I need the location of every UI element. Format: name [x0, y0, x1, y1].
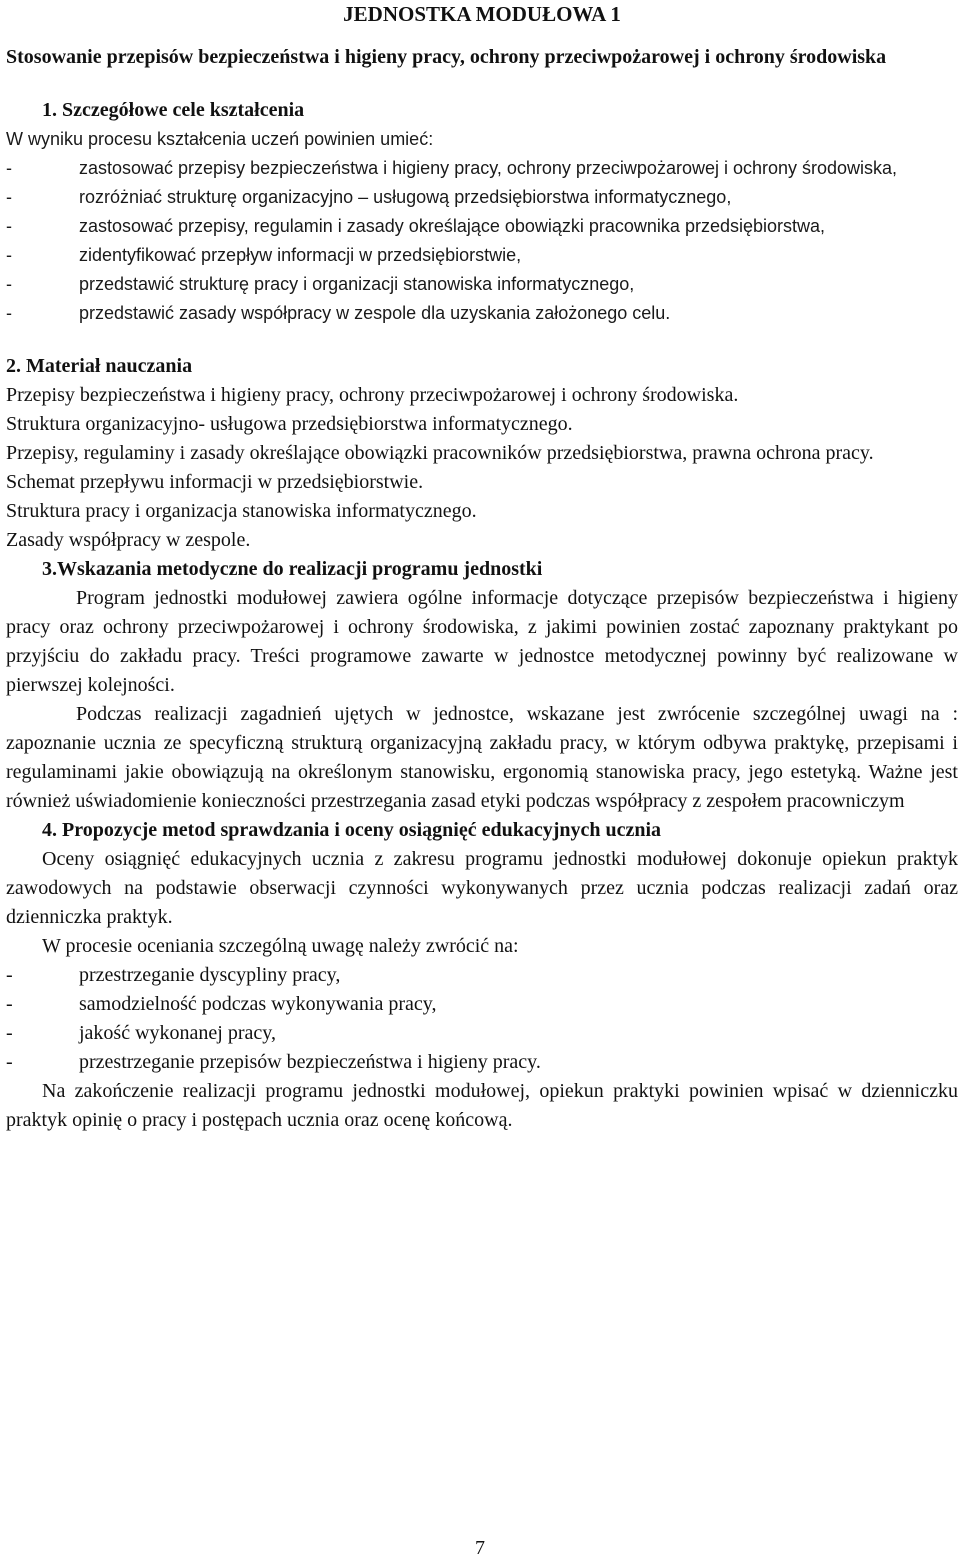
bullet-dash: - — [6, 1022, 13, 1044]
objectives-intro: W wyniku procesu kształcenia uczeń powinien umieć: — [6, 129, 434, 149]
assessment-paragraph: W procesie oceniania szczególną uwagę należy zwrócić na: — [42, 935, 519, 957]
module-subtitle: Stosowanie przepisów bezpieczeństwa i higieny pracy, ochrony przeciwpożarowej i ochrony środowiska — [6, 46, 887, 68]
section-4-heading: 4. Propozycje metod sprawdzania i oceny osiągnięć edukacyjnych ucznia — [42, 819, 662, 841]
objective-item — [6, 241, 958, 270]
bullet-dash: - — [6, 303, 12, 323]
document-page — [6, 0, 958, 1135]
objective-text: rozróżniać strukturę organizacyjno – usługową przedsiębiorstwa informatycznego, — [79, 187, 732, 207]
section-material — [6, 352, 958, 555]
bullet-dash: - — [6, 993, 13, 1015]
methodology-paragraph: Podczas realizacji zagadnień ujętych w jednostce, wskazane jest zwrócenie szczególnej uwagi na : zapoznanie ucznia ze specyficzną strukturą organizacyjną zakładu pracy, w którym odbywa praktykę, przepisami i regulaminami jakie obowiązują na określonym stanowisku, ergonomią stanowiska pracy, jego estetyką. Ważne jest również uświadomienie konieczności przestrzegania zasad etyki podczas współpracy z zespołem pracowniczym — [6, 703, 958, 812]
bullet-dash: - — [6, 1051, 13, 1073]
material-line: Przepisy bezpieczeństwa i higieny pracy, ochrony przeciwpożarowej i ochrony środowiska. — [6, 384, 739, 406]
assessment-paragraph: Oceny osiągnięć edukacyjnych ucznia z zakresu programu jednostki modułowej dokonuje opiekun praktyk zawodowych na podstawie obserwacji czynności wykonywanych przez ucznia podczas realizacji zadań oraz dzienniczka praktyk. — [6, 848, 958, 928]
assessment-item — [6, 1019, 958, 1048]
section-1-heading: 1. Szczegółowe cele kształcenia — [42, 99, 305, 121]
material-line: Struktura pracy i organizacja stanowiska informatycznego. — [6, 500, 477, 522]
page-number: 7 — [475, 1537, 485, 1559]
objective-item — [6, 183, 958, 212]
objective-item — [6, 270, 958, 299]
bullet-dash: - — [6, 216, 12, 236]
assessment-paragraph: Na zakończenie realizacji programu jednostki modułowej, opiekun praktyki powinien wpisać w dzienniczku praktyk opinię o pracy i postępach ucznia oraz ocenę końcową. — [6, 1080, 958, 1131]
bullet-dash: - — [6, 964, 13, 986]
objective-text: przedstawić zasady współpracy w zespole dla uzyskania założonego celu. — [79, 303, 671, 323]
page-title: JEDNOSTKA MODUŁOWA 1 — [343, 2, 621, 26]
material-line: Schemat przepływu informacji w przedsiębiorstwie. — [6, 471, 424, 493]
objective-item — [6, 154, 958, 183]
section-assessment — [6, 816, 958, 1135]
bullet-dash: - — [6, 187, 12, 207]
assessment-item — [6, 990, 958, 1019]
objective-text: zastosować przepisy bezpieczeństwa i higieny pracy, ochrony przeciwpożarowej i ochrony środowiska, — [79, 158, 898, 178]
objective-text: przedstawić strukturę pracy i organizacji stanowiska informatycznego, — [79, 274, 635, 294]
assessment-item — [6, 961, 958, 990]
objectives-block — [6, 125, 958, 328]
assessment-item-text: samodzielność podczas wykonywania pracy, — [79, 993, 437, 1015]
material-line: Struktura organizacyjno- usługowa przedsiębiorstwa informatycznego. — [6, 413, 573, 435]
assessment-item-text: przestrzeganie dyscypliny pracy, — [79, 964, 341, 986]
methodology-paragraph: Program jednostki modułowej zawiera ogólne informacje dotyczące przepisów bezpieczeństwa i higieny pracy oraz ochrony przeciwpożarowej i ochrony środowiska, z jakimi powinien zostać zapoznany praktykant po przyjściu do zakładu pracy. Treści programowe zawarte w jednostce metodycznej powinny być realizowane w pierwszej kolejności. — [6, 587, 958, 696]
material-line: Zasady współpracy w zespole. — [6, 529, 251, 551]
assessment-item-text: jakość wykonanej pracy, — [79, 1022, 276, 1044]
objective-item — [6, 299, 958, 328]
section-2-heading: 2. Materiał nauczania — [6, 355, 193, 377]
assessment-item — [6, 1048, 958, 1077]
objective-item — [6, 212, 958, 241]
bullet-dash: - — [6, 245, 12, 265]
section-methodology — [6, 555, 958, 816]
objective-text: zidentyfikować przepływ informacji w przedsiębiorstwie, — [79, 245, 522, 265]
material-line: Przepisy, regulaminy i zasady określające obowiązki pracowników przedsiębiorstwa, prawna ochrona pracy. — [6, 442, 874, 464]
section-3-heading: 3.Wskazania metodyczne do realizacji programu jednostki — [42, 558, 543, 580]
section-objectives — [6, 96, 958, 328]
bullet-dash: - — [6, 158, 12, 178]
objective-text: zastosować przepisy, regulamin i zasady określające obowiązki pracownika przedsiębiorstwa, — [79, 216, 826, 236]
bullet-dash: - — [6, 274, 12, 294]
assessment-item-text: przestrzeganie przepisów bezpieczeństwa i higieny pracy. — [79, 1051, 541, 1073]
